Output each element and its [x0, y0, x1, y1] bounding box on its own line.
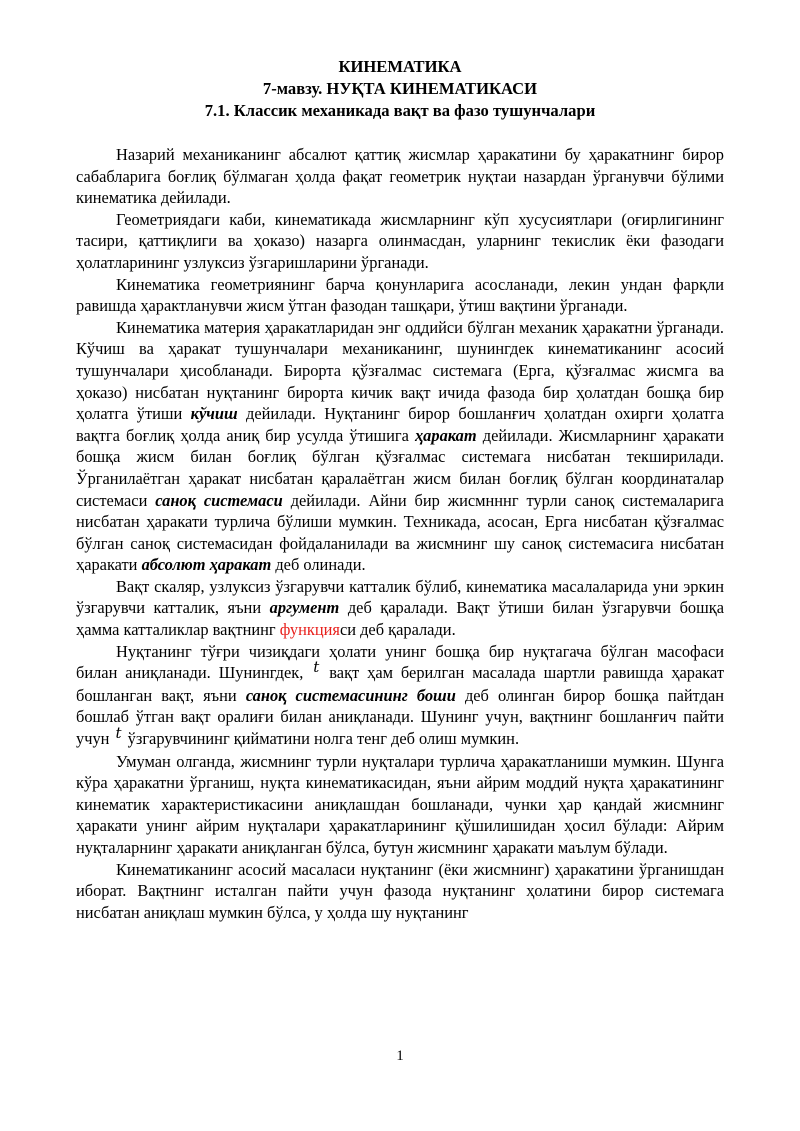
- paragraph-8: Кинематиканинг асосий масаласи нуқтанинг (ёки жисмнинг) ҳаракатини ўрганишдан иборат. Вақтнинг исталган пайти учун фазода нуқтанинг ҳолатини бирор системага нисбатан аниқлаш мумкин бўлса, у ҳолда шу нуқтанинг: [76, 859, 724, 922]
- text-run: дейилади. Нуқтанинг бирор бошланғич ҳолатдан охирги ҳолатга вақтга боғлиқ ҳолда аниқ бир усулда ўтишига: [76, 404, 724, 445]
- variable-t: t: [313, 658, 320, 677]
- text-run: Нуқтанинг тўғри чизиқдаги ҳолати унинг бошқа бир нуқтагача бўлган масофаси билан аниқланади. Шунингдек,: [76, 641, 724, 683]
- paragraph-2: Геометриядаги каби, кинематикада жисмларнинг кўп хусусиятлари (оғирлигининг тасири, қаттиқлиги ва ҳоказо) назарга олинмасдан, уларнинг текислик ёки фазодаги ҳолатларининг узлуксиз ўзгаришларини ўрганади.: [76, 209, 724, 272]
- term-absolyut-harakat: абсолют ҳаракат: [141, 555, 272, 575]
- text-run: Вақт скаляр, узлуксиз ўзгарувчи катталик бўлиб, кинематика масалаларида уни эркин ўзгарувчи катталик, яъни: [76, 576, 724, 618]
- text-run: вақт ҳам берилган масалада шартли равишда ҳаракат бошланган вақт, яъни: [76, 663, 724, 705]
- hyperlink-funksiya[interactable]: функция: [279, 620, 340, 640]
- document-page: [76, 56, 724, 923]
- text-run: деб олинган бирор бошқа пайтдан бошлаб ўтган вақт оралиғи билан аниқланади. Шунинг учун, вақтнинг бошланғич пайти учун: [76, 685, 724, 749]
- paragraph-4: [76, 317, 724, 576]
- variable-t: t: [115, 724, 122, 743]
- term-argument: аргумент: [269, 598, 340, 618]
- text-run: деб қаралади. Вақт ўтиши билан ўзгарувчи бошқа ҳамма катталиклар вақтнинг: [76, 598, 724, 640]
- paragraph-3: Кинематика геометриянинг барча қонунларига асосланади, лекин ундан фарқли равишда ҳарактланувчи жисм ўтган фазодан ташқари, ўтиш вақтини ўрганади.: [76, 274, 724, 316]
- term-harakat: ҳаракат: [414, 425, 477, 445]
- text-run: Кинематика материя ҳаракатларидан энг оддийси бўлган механик ҳаракатни ўрганади. Кўчиш ва ҳаракат тушунчалари механиканинг, шунингдек кинематиканинг асосий тушунчалари ҳисобланади. Бирорта қўзғалмас системага (Ерга, қўзғалмас жисмга ва ҳоказо) нисбатан нуқтанинг бирорта кичик вақт ичида фазода бир ҳолатдан бошқа бир ҳолатга ўтиши: [76, 317, 724, 424]
- text-run: дейилади. Айни бир жисмнннг турли саноқ системаларига нисбатан ҳаракати турлича бўлиши мумкин. Техникада, асосан, Ерга нисбатан қўзғалмас бўлган саноқ системасидан фойдаланилади ва жисмнинг шу саноқ системасига нисбатан ҳаракати: [76, 490, 724, 575]
- paragraph-1: Назарий механиканинг абсалют қаттиқ жисмлар ҳаракатини бу ҳаракатнинг бирор сабабларига боғлиқ бўлмаган ҳолда фақат геометрик нуқтаи назардан ўрганувчи бўлими кинематика дейилади.: [76, 145, 724, 208]
- text-run: си деб қаралади.: [339, 620, 456, 640]
- section-heading: 7.1. Классик механикада вақт ва фазо тушунчалари: [204, 101, 596, 120]
- paragraph-6: [76, 641, 724, 751]
- paragraph-7: Умуман олганда, жисмнинг турли нуқталари турлича ҳаракатланиши мумкин. Шунга кўра ҳаракатни ўрганиш, нуқта кинематикасидан, яъни айрим моддий нуқта ҳаракатининг кинематик характеристикасини аниқлашдан бошланади, чунки ҳар қандай жисмнинг ҳаракати унинг айрим нуқталари ҳаракатларининг қўшилишидан ҳосил бўлади: Айрим нуқталарнинг ҳаракати аниқланган бўлса, бутун жисмнинг ҳаракати маълум бўлади.: [76, 751, 724, 857]
- term-kuchish: кўчиш: [190, 404, 238, 424]
- text-run: деб олинади.: [275, 555, 366, 575]
- text-run: дейилади. Жисмларнинг ҳаракати бошқа жисм билан боғлиқ бўлган қўзғалмас системага нисбатан текширилади. Ўрганилаётган ҳаракат нисбатан қаралаётган жисм билан боғлиқ бўлган координаталар системаси: [76, 425, 725, 510]
- term-sanoq-boshi: саноқ системасининг боши: [245, 685, 456, 705]
- term-sanoq-sistemasi: саноқ системаси: [155, 490, 283, 510]
- page-number: 1: [396, 1048, 404, 1064]
- text-run: ўзгарувчининг қийматини нолга тенг деб олиш мумкин.: [127, 729, 520, 749]
- paragraph-5: [76, 576, 724, 641]
- topic-heading: 7-мавзу. НУҚТА КИНЕМАТИКАСИ: [262, 79, 538, 98]
- document-title: КИНЕМАТИКА: [338, 57, 462, 76]
